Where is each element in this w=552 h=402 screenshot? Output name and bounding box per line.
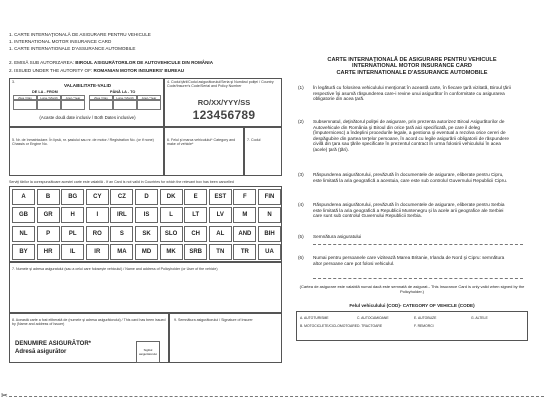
issuer-box: 8. Această carte a fost eliberată de (numele şi adresa asigurătorului) / This card has been issued by (Name and address of Issuer) DENUMIRE ASIGURĂTOR* Adresă asigurător Sigiliul asigurătorului [9,313,169,363]
country-box: SRB [184,244,207,260]
other-users-signature-line [313,278,523,279]
policyholder-box: 7. Numele şi adresa asiguratului (sau a celui care foloseşte vehiculul) / Name and address of Policyholder (or User of the vehicle) [9,262,282,313]
issued-en: 2. ISSUED UNDER THE AUTORITY OF: ROMANIAN MOTOR INSURERS' BUREAU [9,68,185,73]
country-box: PL [61,226,84,242]
country-box: F [233,189,256,205]
country-box: IL [61,244,84,260]
country-box: CH [184,226,207,242]
validity-box: 3. VALABILITATE-VALID DE LA - FROM PÂNĂ LA - TO Ziua / Day Luna / Month Anul / Year Ziua / Day Luna / Month Anul / Year (Acaste două date inclusiv / Both Dates inclusive) [9,78,164,127]
country-box: IS [135,207,158,223]
category-cell: F. REMORCI [414,324,434,328]
country-box: MA [110,244,133,260]
country-box: NL [12,226,35,242]
insurer-signature-box: 9. Semnătura asigurătorului / Signature of Insurer [169,313,282,363]
validity-title: VALABILITATE-VALID [63,83,112,88]
country-box: FIN [258,189,281,205]
country-box: MK [160,244,183,260]
country-box: HR [37,244,60,260]
category-title: Felul vehiculului (COD)- CATEGORY OF VEHICLE (CODE) [349,303,475,308]
category-cell: E. AUTOBUZE [414,316,437,320]
validity-note: (Acaste două date inclusiv / Both Dates inclusive) [39,115,136,120]
country-box: A [12,189,35,205]
country-box: TR [233,244,256,260]
cut-line [9,396,544,397]
country-box: RO [86,226,109,242]
country-box: BG [61,189,84,205]
validity-to: PÂNĂ LA - TO [110,90,136,94]
validity-note-right: (Cartea de asigurare este valabilă numai dacă este semnată de asigurat.- This Insurance Card is only valid when signed by the Policyholder.) [299,284,525,294]
country-box: D [135,189,158,205]
country-box: DK [160,189,183,205]
country-box: TN [209,244,232,260]
category-cell: D. TRACTOARE [357,324,383,328]
country-box: GR [37,207,60,223]
country-box: SK [135,226,158,242]
country-box: M [233,207,256,223]
header-line3: 1. CARTE INTERNATIONALE D'ASSURANCE AUTOMOBILE [9,46,136,51]
category-cell: B. MOTOCICLETE/CICLOMOTOARE [300,324,357,328]
country-box: IR [86,244,109,260]
country-box: N [258,207,281,223]
country-box: UA [258,244,281,260]
country-box: LT [184,207,207,223]
header-line1: 1. CARTE INTERNAŢIONALĂ DE ASIGURARE PENTRU VEHICULE [9,32,151,37]
policyholder-signature-line [313,244,523,245]
countries-label: Serviţi tărilor la corespunzătoare acestei carte este valabilă - If an Card is not valid in Countries for which the relevant box has been cancelled [9,180,234,184]
country-box: BY [12,244,35,260]
vehicle-category-box: 6. Felul şi marca vehiculului* Category and make of vehicle* [164,127,244,176]
validity-cols: Ziua / Day Luna / Month Anul / Year Ziua / Day Luna / Month Anul / Year [13,95,161,100]
category-cell: G. ALTELE [471,316,488,320]
country-box: GB [12,207,35,223]
validity-date-boxes [13,100,161,110]
issued-ro: 2. EMISĂ SUB AUTORIZAREA: BIROUL ASIGURĂTORILOR DE AUTOVEHICULE DIN ROMÂNIA [9,60,214,65]
countries-grid [9,186,282,262]
country-box: BIH [258,226,281,242]
insurer-seal: Sigiliul asigurătorului [136,341,160,363]
scissors-icon: ✂ [1,391,8,400]
country-box: AND [233,226,256,242]
country-box: B [37,189,60,205]
country-box: CZ [110,189,133,205]
vehicle-code-box: 7. Codul [244,127,282,176]
header-line2: 1. INTERNATIONAL MOTOR INSURANCE CARD [9,39,112,44]
country-box: EST [209,189,232,205]
country-box: L [160,207,183,223]
country-box: AL [209,226,232,242]
validity-from: DE LA - FROM [32,90,58,94]
registration-box: 5. Nr. de înmatriculare. În lipsă, nr. şasiului sau nr. de motor / Registration No. (or if none) Chassis or Engine No. [9,127,164,176]
policy-number: 123456789 [192,108,256,122]
category-table [296,311,528,341]
country-box: IRL [110,207,133,223]
country-box: H [61,207,84,223]
category-cell: A. AUTOTURISME [300,316,329,320]
country-box: I [86,207,109,223]
country-box: E [184,189,207,205]
country-box: SLO [160,226,183,242]
country-box: CY [86,189,109,205]
country-box: LV [209,207,232,223]
right-title: CARTE INTERNAŢIONALĂ DE ASIGURARE PENTRU VEHICULE INTERNATIONAL MOTOR INSURANCE CARD CARTE INTERNATIONALE D'ASSURANCE AUTOMOBILE [327,57,497,76]
policy-code: RO/XX/YYY/SS [197,98,251,107]
country-box: MD [135,244,158,260]
country-box: P [37,226,60,242]
category-cell: C. AUTOCAMIOANE [357,316,389,320]
policy-number-box: 4. Codul ţării/Codul asigurătorului/Seria şi Numărul poliţei / Country Code/Insurer's Code/Serial and Policy Number RO/XX/YYY/SS 123456789 [164,78,282,127]
insurer-address: Adresă asigurător [15,349,67,355]
country-box: S [110,226,133,242]
insurer-name: DENUMIRE ASIGURĂTOR* [15,341,92,347]
